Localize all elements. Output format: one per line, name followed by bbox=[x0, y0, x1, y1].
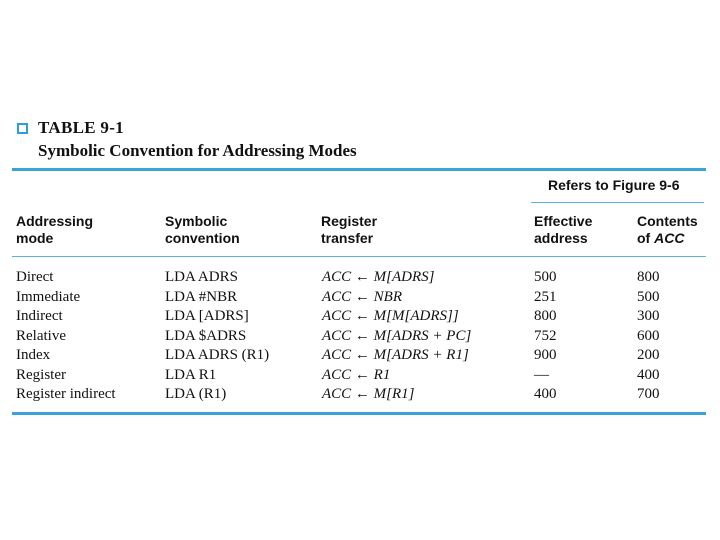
cell-acc-contents: 300 bbox=[637, 308, 660, 324]
cell-mode: Relative bbox=[16, 327, 66, 344]
cell-symbolic: LDA [ADRS] bbox=[165, 308, 249, 324]
table-row bbox=[0, 366, 720, 386]
header-symbolic-line1: Symbolic bbox=[165, 213, 228, 229]
table-header-rule bbox=[12, 256, 706, 257]
header-effective-address bbox=[534, 213, 592, 247]
header-register-line2: transfer bbox=[321, 230, 374, 246]
cell-effective-address: — bbox=[534, 366, 549, 383]
group-header-underline bbox=[531, 202, 704, 203]
cell-register-transfer: ACC ← NBR bbox=[322, 288, 403, 305]
table-number: TABLE 9-1 bbox=[38, 118, 124, 137]
table-marker-icon bbox=[17, 123, 28, 134]
header-symbolic-convention bbox=[165, 213, 240, 247]
cell-register-transfer: ACC ← M[ADRS] bbox=[322, 269, 435, 285]
table-row bbox=[0, 288, 720, 308]
cell-symbolic: LDA (R1) bbox=[165, 386, 227, 402]
cell-register-transfer: ACC ← R1 bbox=[322, 366, 391, 383]
table-row bbox=[0, 327, 720, 347]
cell-symbolic: LDA $ADRS bbox=[165, 327, 247, 344]
cell-register-transfer: ACC ← M[R1] bbox=[322, 386, 415, 402]
cell-mode: Register indirect bbox=[16, 386, 116, 402]
cell-acc-contents: 400 bbox=[637, 366, 660, 383]
header-contents-acc: ACC bbox=[654, 230, 685, 246]
cell-mode: Direct bbox=[16, 269, 54, 285]
group-header-refers: Refers to Figure 9-6 bbox=[548, 177, 680, 193]
header-mode-line2: mode bbox=[16, 230, 54, 246]
cell-acc-contents: 800 bbox=[637, 269, 660, 285]
header-addressing-mode bbox=[16, 213, 93, 247]
table-bottom-rule bbox=[12, 412, 706, 415]
cell-symbolic: LDA ADRS bbox=[165, 269, 238, 285]
cell-mode: Indirect bbox=[16, 308, 63, 324]
cell-effective-address: 251 bbox=[534, 288, 557, 305]
cell-register-transfer: ACC ← M[ADRS + R1] bbox=[322, 347, 469, 363]
table-row bbox=[0, 346, 720, 366]
table-body bbox=[0, 268, 720, 405]
cell-symbolic: LDA #NBR bbox=[165, 288, 238, 305]
table-caption: Symbolic Convention for Addressing Modes bbox=[38, 141, 357, 160]
table-top-rule bbox=[12, 168, 706, 171]
header-contents-line1: Contents bbox=[637, 213, 698, 229]
header-contents-line2 bbox=[637, 230, 698, 247]
cell-effective-address: 400 bbox=[534, 386, 557, 402]
cell-symbolic: LDA ADRS (R1) bbox=[165, 347, 270, 363]
cell-symbolic: LDA R1 bbox=[165, 366, 217, 383]
header-contents-of-acc bbox=[637, 213, 698, 247]
cell-acc-contents: 500 bbox=[637, 288, 660, 305]
cell-acc-contents: 700 bbox=[637, 386, 660, 402]
table-row bbox=[0, 307, 720, 327]
header-symbolic-line2: convention bbox=[165, 230, 240, 246]
table-row bbox=[0, 268, 720, 288]
cell-mode: Index bbox=[16, 347, 51, 363]
cell-register-transfer: ACC ← M[ADRS + PC] bbox=[322, 327, 472, 344]
header-effective-line1: Effective bbox=[534, 213, 593, 229]
cell-mode: Register bbox=[16, 366, 66, 383]
cell-acc-contents: 200 bbox=[637, 347, 660, 363]
header-contents-prefix: of bbox=[637, 230, 655, 246]
header-mode-line1: Addressing bbox=[16, 213, 94, 229]
header-register-transfer bbox=[321, 213, 377, 247]
cell-acc-contents: 600 bbox=[637, 327, 660, 344]
cell-effective-address: 500 bbox=[534, 269, 557, 285]
cell-mode: Immediate bbox=[16, 288, 81, 305]
table-row bbox=[0, 385, 720, 405]
cell-register-transfer: ACC ← M[M[ADRS]] bbox=[322, 308, 459, 324]
cell-effective-address: 900 bbox=[534, 347, 557, 363]
cell-effective-address: 752 bbox=[534, 327, 557, 344]
cell-effective-address: 800 bbox=[534, 308, 557, 324]
header-effective-line2: address bbox=[534, 230, 588, 246]
header-register-line1: Register bbox=[321, 213, 378, 229]
